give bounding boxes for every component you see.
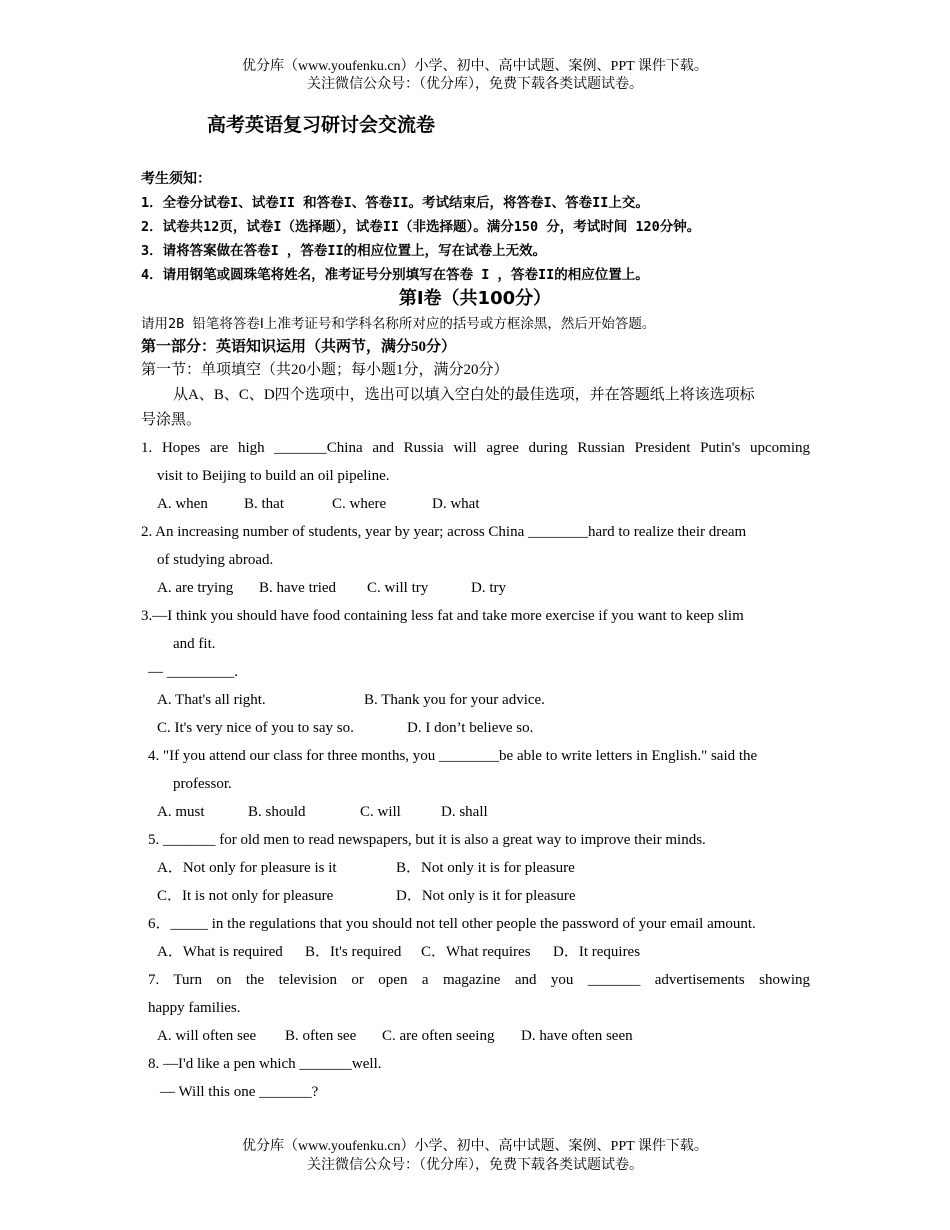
q6-option-a[interactable]: A．What is required [157,944,283,960]
subsection-heading: 第一节：单项填空（共20小题；每小题1分，满分20分） [141,362,509,378]
q7-option-b[interactable]: B. often see [285,1028,357,1044]
q2-option-a[interactable]: A. are trying [157,580,234,596]
q7-stem-line-1: 7. Turn on the television or open a magazine and you _______ advertisements showing [148,972,810,988]
q5-stem: 5. _______ for old men to read newspapers, but it is also a great way to improve their minds. [148,832,706,848]
q8-stem-line-2: — Will this one _______? [160,1084,319,1100]
q4-option-d[interactable]: D. shall [441,804,488,820]
section-instruction: 请用2B 铅笔将答卷Ⅰ上准考证号和学科名称所对应的括号或方框涂黑，然后开始答题。 [141,316,656,332]
q2-stem-line-2: of studying abroad. [157,552,274,568]
notice-item-3: 3．请将答案做在答卷I ，答卷II的相应位置上，写在试卷上无效。 [141,243,547,259]
q1-option-a[interactable]: A. when [157,496,208,512]
q2-option-d[interactable]: D. try [471,580,506,596]
q5-option-b[interactable]: B．Not only it is for pleasure [396,860,575,876]
q5-option-c[interactable]: C．It is not only for pleasure [157,888,334,904]
direction-line-2: 号涂黑。 [141,412,202,428]
q2-option-c[interactable]: C. will try [367,580,429,596]
notice-item-2: 2．试卷共12页，试卷I（选择题），试卷II（非选择题）。满分150 分，考试时间 120分钟。 [141,219,701,235]
q3-option-a[interactable]: A. That's all right. [157,692,266,708]
q4-option-b[interactable]: B. should [248,804,306,820]
q7-stem-line-2: happy families. [148,1000,241,1016]
q6-option-b[interactable]: B．It's required [305,944,402,960]
q6-stem: 6．_____ in the regulations that you should not tell other people the password of your email amount. [148,916,756,932]
page-title: 高考英语复习研讨会交流卷 [207,114,436,136]
q5-option-d[interactable]: D．Not only is it for pleasure [396,888,576,904]
q1-stem-line-1: 1. Hopes are high _______China and Russia will agree during Russian President Putin's upcoming [141,440,810,456]
q6-option-c[interactable]: C．What requires [421,944,531,960]
notice-item-4: 4．请用钢笔或圆珠笔将姓名，准考证号分别填写在答卷 I ，答卷II的相应位置上。 [141,267,649,283]
q4-stem-line-2: professor. [173,776,232,792]
notice-heading: 考生须知： [141,171,211,187]
notice-item-1: 1．全卷分试卷I、试卷II 和答卷I、答卷II。考试结束后，将答卷I、答卷II上交。 [141,195,649,211]
q2-stem-line-1: 2. An increasing number of students, year by year; across China ________hard to realize their dream [141,524,747,540]
direction-line-1: 从A、B、C、D四个选项中，选出可以填入空白处的最佳选项，并在答题纸上将该选项标 [173,387,755,403]
q5-option-a[interactable]: A．Not only for pleasure is it [157,860,337,876]
q3-option-d[interactable]: D. I don’t believe so. [407,720,534,736]
q2-option-b[interactable]: B. have tried [259,580,337,596]
q1-stem-line-2: visit to Beijing to build an oil pipeline. [157,468,390,484]
part1-heading: 第一部分：英语知识运用（共两节，满分50分） [141,339,457,355]
q3-stem-line-1: 3.—I think you should have food containing less fat and take more exercise if you want to keep slim [141,608,744,624]
q3-option-c[interactable]: C. It's very nice of you to say so. [157,720,354,736]
q3-stem-line-2: and fit. [173,636,216,652]
footer-line-1: 优分库（www.youfenku.cn）小学、初中、高中试题、案例、PPT 课件下载。 [242,1139,708,1154]
q1-option-d[interactable]: D. what [432,496,480,512]
q7-option-d[interactable]: D. have often seen [521,1028,633,1044]
footer-line-2: 关注微信公众号：（优分库），免费下载各类试题试卷。 [307,1158,643,1173]
q7-option-a[interactable]: A. will often see [157,1028,257,1044]
header-line-1: 优分库（www.youfenku.cn）小学、初中、高中试题、案例、PPT 课件下载。 [242,59,708,74]
header-line-2: 关注微信公众号：（优分库），免费下载各类试题试卷。 [307,77,643,92]
q1-option-c[interactable]: C. where [332,496,387,512]
q4-option-c[interactable]: C. will [360,804,401,820]
q4-option-a[interactable]: A. must [157,804,205,820]
q1-option-b[interactable]: B. that [244,496,284,512]
q4-stem-line-1: 4. "If you attend our class for three months, you ________be able to write letters in English." said the [148,748,758,764]
q6-option-d[interactable]: D．It requires [553,944,641,960]
q3-response: — _________. [148,664,238,680]
section-title: 第Ⅰ卷（共100分） [398,288,552,309]
q7-option-c[interactable]: C. are often seeing [382,1028,495,1044]
q3-option-b[interactable]: B. Thank you for your advice. [364,692,545,708]
q8-stem-line-1: 8. —I'd like a pen which _______well. [148,1056,382,1072]
